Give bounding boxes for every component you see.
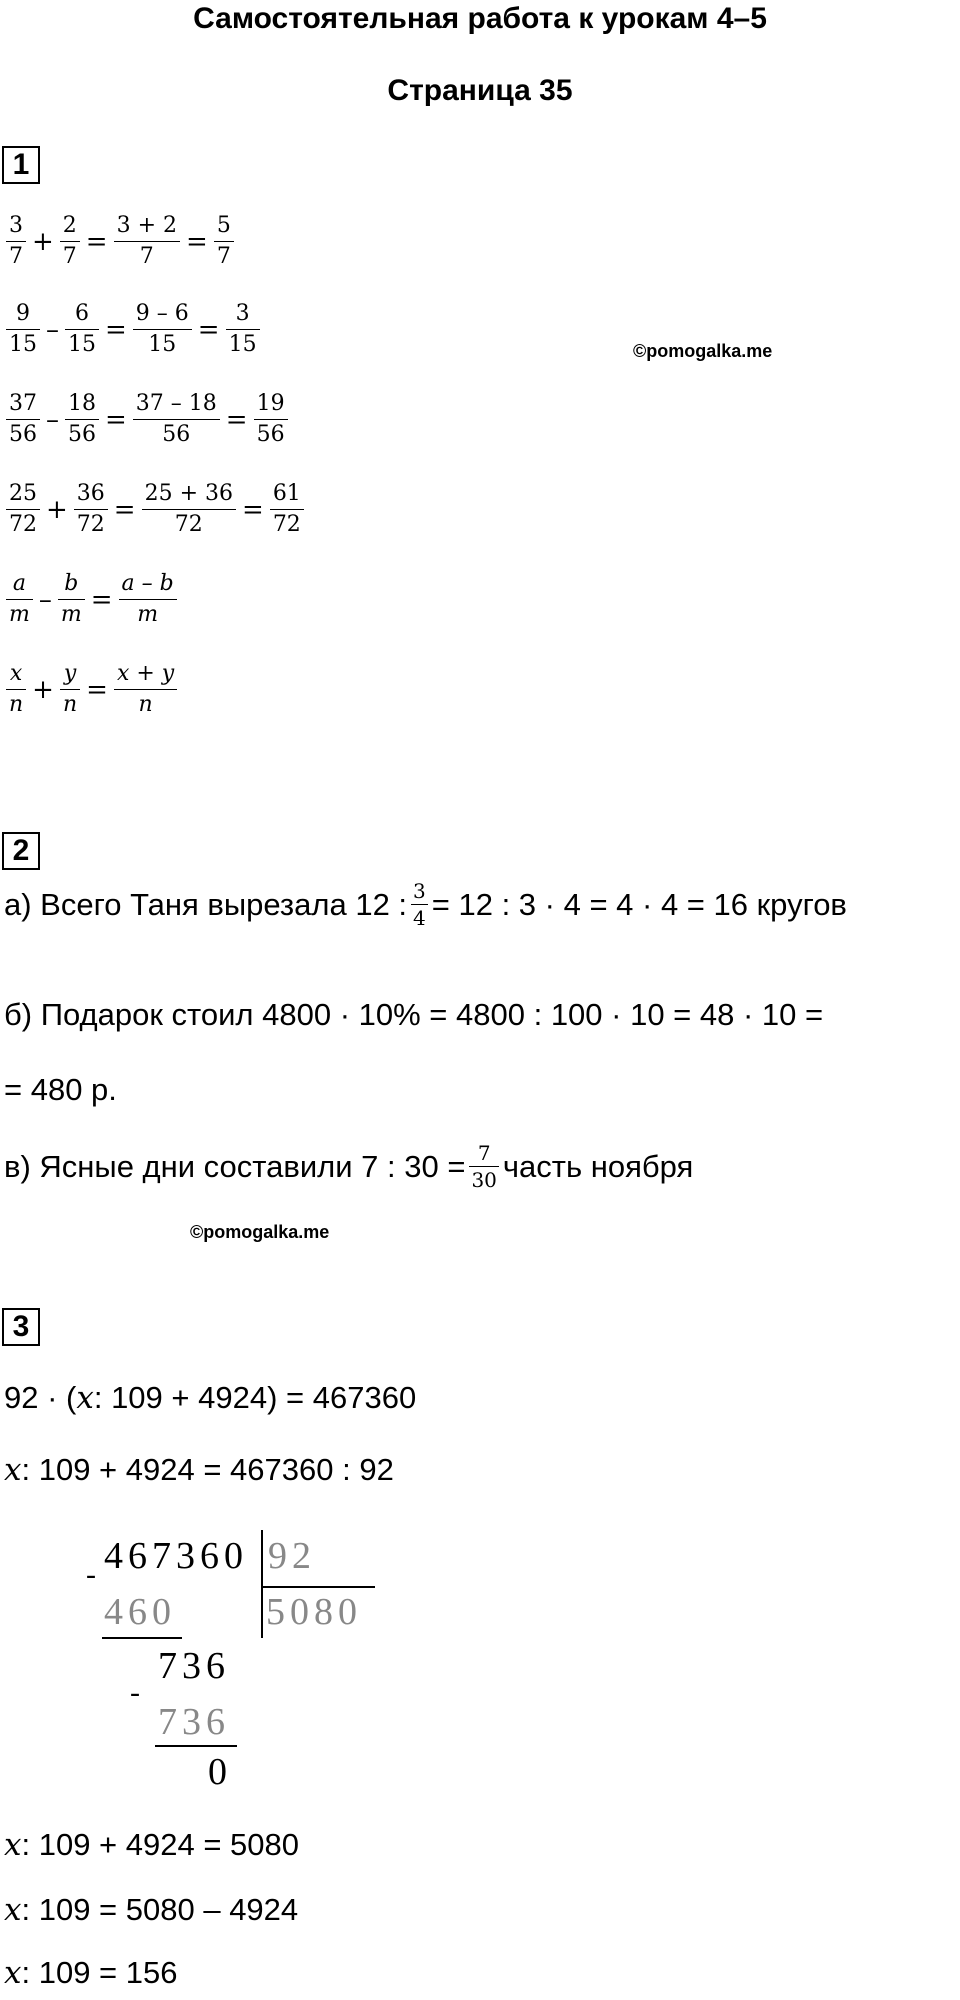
fraction-denominator: n — [114, 689, 177, 717]
division-quotient-bar — [261, 1586, 375, 1588]
task-3-number: 3 — [2, 1308, 40, 1346]
fraction-equation-row — [4, 662, 179, 717]
fraction-combined — [133, 392, 220, 447]
fraction-denominator: m — [6, 599, 33, 627]
fraction-equation-row — [4, 392, 290, 447]
operator: = — [113, 494, 136, 525]
fraction-denominator: 15 — [6, 329, 40, 357]
fraction-term-1 — [6, 662, 26, 717]
watermark-2: ©pomogalka.me — [190, 1222, 330, 1242]
fraction-denominator: 72 — [74, 509, 108, 537]
fraction-numerator: b — [64, 571, 79, 596]
division-minus-1: - — [86, 1558, 101, 1591]
fraction-denominator: n — [60, 689, 80, 717]
page-title: Самостоятельная работа к урокам 4–5 — [193, 2, 767, 35]
fraction-term-1 — [6, 392, 40, 447]
equation-text: 92 · ( — [4, 1380, 77, 1415]
task-3-equation-5 — [4, 1955, 177, 1991]
operator: + — [46, 494, 68, 525]
fraction-result — [214, 214, 234, 269]
fraction-numerator: 7 — [477, 1141, 491, 1165]
fraction-denominator: 7 — [60, 241, 80, 269]
fraction-numerator: 5 — [216, 213, 231, 238]
fraction-denominator: 72 — [142, 509, 236, 537]
fraction-term-2 — [74, 482, 108, 537]
fraction-numerator: y — [63, 661, 77, 686]
task-3-equation-3 — [4, 1827, 299, 1863]
equation-text: : 109 + 4924 = 467360 : 92 — [21, 1452, 394, 1487]
fraction-numerator: 9 — [16, 301, 30, 326]
fraction-numerator: 3 — [235, 301, 250, 326]
fraction-numerator: 3 — [9, 213, 23, 238]
variable-x: x — [76, 1380, 94, 1416]
fraction-term-1 — [6, 302, 40, 357]
fraction-denominator: 7 — [214, 241, 234, 269]
task-3-equation-4 — [4, 1892, 298, 1928]
fraction-numerator: 19 — [256, 391, 285, 416]
fraction-numerator: x + y — [116, 661, 175, 686]
task-3-equation-2 — [4, 1452, 394, 1488]
task-2c-fraction — [469, 1142, 498, 1191]
fraction-denominator: n — [6, 689, 26, 717]
task-2c-line — [4, 1142, 693, 1191]
fraction-numerator: 25 + 36 — [144, 481, 234, 506]
operator: + — [32, 674, 54, 705]
equation-text: : 109 + 4924) = 467360 — [93, 1380, 417, 1415]
fraction-term-1 — [6, 482, 40, 537]
fraction-numerator: 25 — [9, 481, 37, 506]
operator: = — [90, 584, 113, 615]
fraction-denominator: 56 — [133, 419, 220, 447]
fraction-denominator: 56 — [65, 419, 99, 447]
fraction-denominator: 15 — [226, 329, 260, 357]
division-quotient: 5080 — [266, 1591, 362, 1633]
fraction-numerator: 37 — [9, 391, 37, 416]
fraction-numerator: 36 — [76, 481, 105, 506]
fraction-term-2 — [60, 662, 80, 717]
operator: – — [46, 314, 59, 345]
task-2a-line — [4, 880, 847, 929]
variable-x: x — [4, 1452, 22, 1488]
division-vertical-bar — [261, 1530, 263, 1638]
fraction-numerator: 9 – 6 — [135, 301, 189, 326]
equation-text: : 109 + 4924 = 5080 — [21, 1827, 300, 1862]
task-2b-line-2: = 480 р. — [4, 1072, 117, 1107]
fraction-denominator: 30 — [471, 1168, 497, 1192]
task-3-equation-1 — [4, 1380, 416, 1416]
fraction-denominator: 56 — [6, 419, 40, 447]
fraction-denominator: 72 — [270, 509, 304, 537]
fraction-denominator: 7 — [114, 241, 180, 269]
fraction-combined — [114, 662, 177, 717]
operator: = — [186, 226, 208, 257]
division-dividend: 467360 — [104, 1535, 248, 1577]
fraction-equation-row — [4, 302, 262, 357]
fraction-numerator: a — [12, 571, 26, 596]
fraction-denominator: 15 — [65, 329, 99, 357]
fraction-denominator: 7 — [6, 241, 26, 269]
fraction-result — [254, 392, 288, 447]
division-underline-1 — [102, 1637, 182, 1639]
fraction-denominator: 15 — [133, 329, 192, 357]
operator: = — [242, 494, 264, 525]
fraction-numerator: 37 – 18 — [135, 391, 217, 416]
fraction-term-1 — [6, 214, 26, 269]
fraction-numerator: 3 + 2 — [116, 213, 178, 238]
division-subtrahend-2: 736 — [158, 1701, 230, 1743]
fraction-numerator: x — [9, 661, 23, 686]
fraction-term-2 — [65, 392, 99, 447]
fraction-term-2 — [60, 214, 80, 269]
fraction-denominator: m — [58, 599, 85, 627]
operator: = — [85, 226, 108, 257]
operator: = — [105, 314, 127, 345]
fraction-combined — [133, 302, 192, 357]
operator: = — [105, 404, 127, 435]
task-2c-text-end: часть ноября — [502, 1148, 694, 1184]
page-subtitle: Страница 35 — [387, 74, 573, 107]
task-2b-line-1: б) Подарок стоил 4800 · 10% = 4800 : 100 · 10 = 48 · 10 = — [4, 997, 824, 1032]
operator: – — [38, 584, 52, 615]
task-2a-text-end: = 12 : 3 · 4 = 4 · 4 = 16 кругов — [431, 886, 847, 922]
fraction-result — [270, 482, 304, 537]
fraction-numerator: 3 — [413, 879, 426, 903]
operator: – — [46, 404, 59, 435]
division-subtrahend-1: 460 — [104, 1591, 176, 1633]
task-2c-text-start: в) Ясные дни составили 7 : 30 = — [4, 1148, 466, 1184]
operator: = — [197, 314, 220, 345]
fraction-denominator: 4 — [413, 906, 426, 930]
division-remainder-1: 736 — [158, 1645, 230, 1687]
fraction-combined — [114, 214, 180, 269]
equation-text: : 109 = 156 — [21, 1955, 178, 1990]
equation-text: : 109 = 5080 – 4924 — [21, 1892, 299, 1927]
fraction-equation-row — [4, 572, 179, 627]
operator: = — [86, 674, 108, 705]
fraction-term-2 — [65, 302, 99, 357]
fraction-combined — [119, 572, 177, 627]
fraction-result — [226, 302, 260, 357]
watermark: ©pomogalka.me — [633, 341, 773, 361]
fraction-term-1 — [6, 572, 33, 627]
task-2-number: 2 — [2, 832, 40, 870]
fraction-numerator: 6 — [75, 301, 89, 326]
division-divisor: 92 — [268, 1535, 316, 1577]
task-1-number: 1 — [2, 146, 40, 184]
fraction-numerator: 18 — [68, 391, 96, 416]
fraction-term-2 — [58, 572, 85, 627]
fraction-denominator: m — [119, 599, 177, 627]
operator: = — [225, 404, 248, 435]
fraction-numerator: 61 — [272, 481, 301, 506]
fraction-denominator: 72 — [6, 509, 40, 537]
fraction-denominator: 56 — [254, 419, 288, 447]
division-minus-2: - — [130, 1676, 145, 1709]
fraction-numerator: 2 — [62, 213, 77, 238]
division-remainder-2: 0 — [208, 1751, 232, 1793]
variable-x: x — [4, 1827, 22, 1863]
variable-x: x — [4, 1892, 22, 1928]
fraction-numerator: a – b — [121, 571, 174, 596]
fraction-equation-row — [4, 214, 236, 269]
fraction-combined — [142, 482, 236, 537]
task-2a-fraction — [411, 880, 428, 929]
variable-x: x — [4, 1955, 22, 1991]
division-underline-2 — [155, 1745, 237, 1747]
task-2a-text-start: а) Всего Таня вырезала 12 : — [4, 886, 408, 922]
fraction-equation-row — [4, 482, 306, 537]
operator: + — [32, 226, 54, 257]
